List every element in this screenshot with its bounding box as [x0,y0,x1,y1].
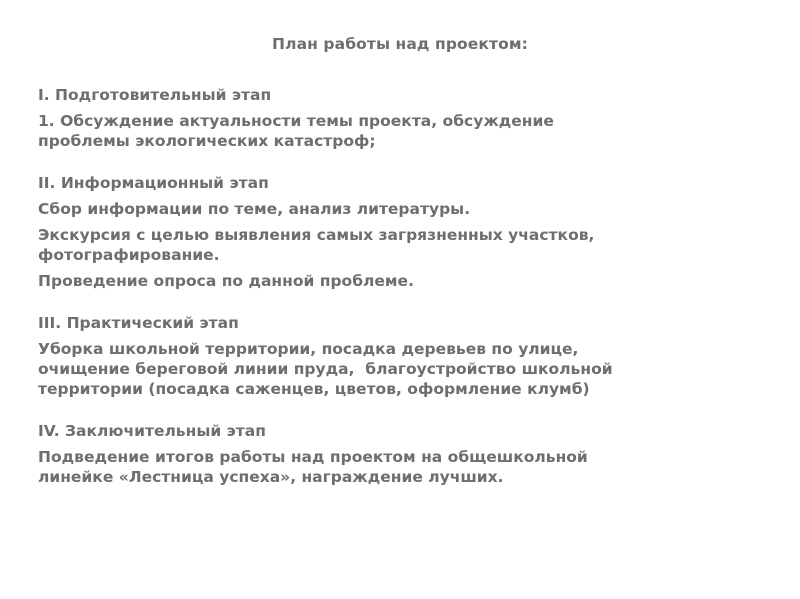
section-informational [38,173,718,291]
section-paragraph: 1. Обсуждение актуальности темы проекта, обсуждение проблемы экологических катастроф; [38,112,554,150]
section-heading: II. Информационный этап [38,174,269,192]
section-heading: IV. Заключительный этап [38,422,266,440]
section-practical [38,313,718,399]
slide-title: План работы над проектом: [272,35,528,53]
section-final [38,421,718,487]
section-paragraph: Сбор информации по теме, анализ литературы. [38,200,471,218]
section-heading: III. Практический этап [38,314,239,332]
section-paragraph: Экскурсия с целью выявления самых загрязненных участков, фотографирование. [38,226,595,264]
section-heading: I. Подготовительный этап [38,86,272,104]
section-paragraph: Уборка школьной территории, посадка деревьев по улице, очищение береговой линии пруда, благоустройство школьной территории (посадка саженцев, цветов, оформление клумб) [38,340,613,398]
section-paragraph: Подведение итогов работы над проектом на общешкольной линейке «Лестница успеха», награждение лучших. [38,448,588,486]
section-preparatory [38,85,718,151]
slide-content [38,85,718,509]
section-paragraph: Проведение опроса по данной проблеме. [38,272,414,290]
